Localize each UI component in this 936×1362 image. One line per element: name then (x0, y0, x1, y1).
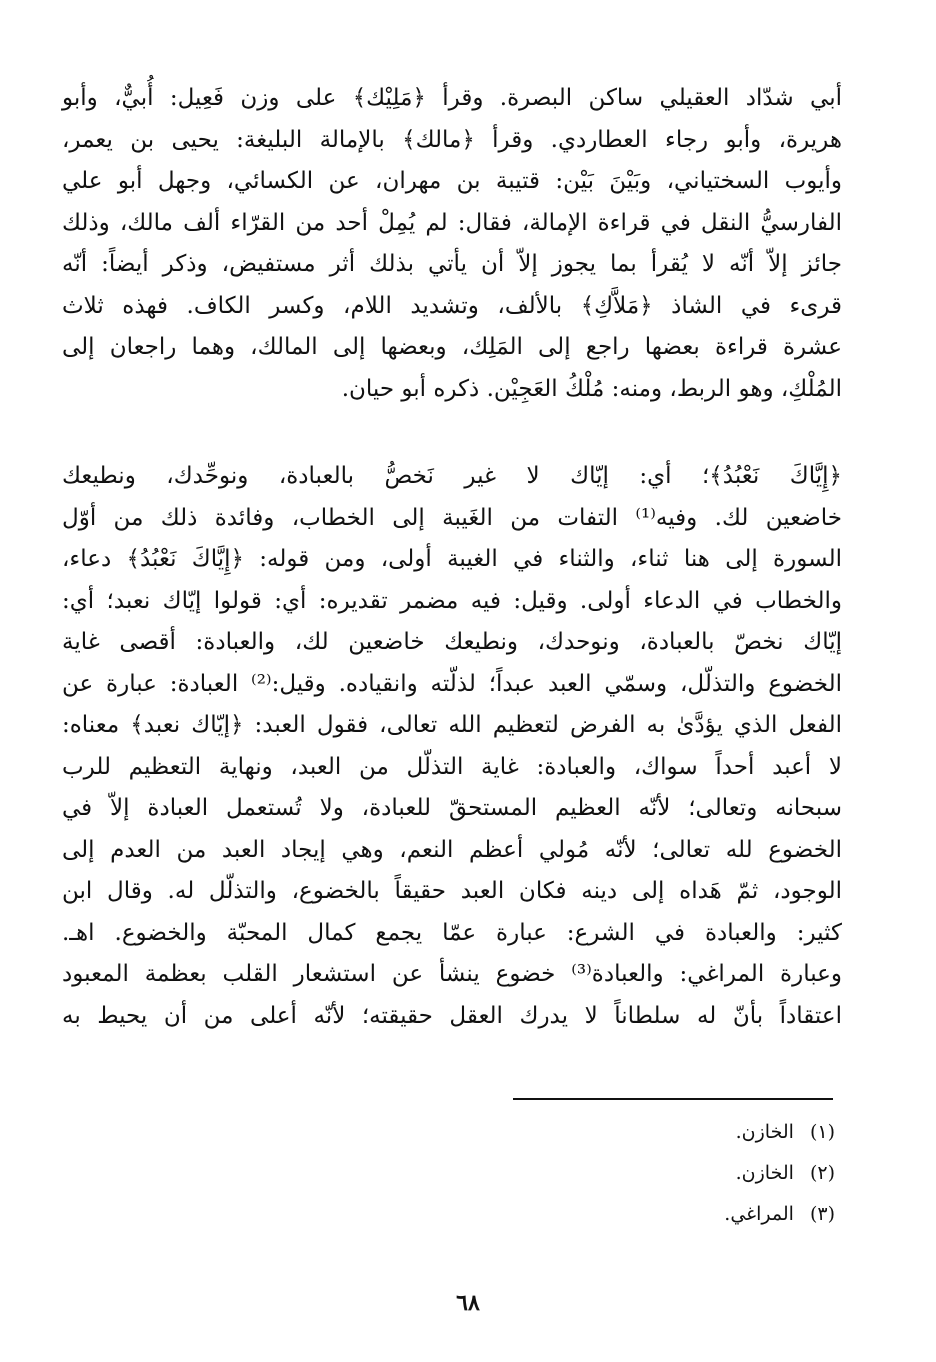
text-line: جائز إلاّ أنّه لا يُقرأ بما يجوز إلاّ أن يأتي بذلك أثر مستفيض، وذكر أيضاً: أنّه (62, 251, 842, 277)
footnote-number: (٢) (809, 1162, 835, 1184)
text-line: الفارسيُّ النقل في قراءة الإمالة، فقال: لم يُمِلْ أحد من القرّاء ألف مالك، وذلك (62, 209, 842, 236)
text-line: المُلْكِ، وهو الربط، ومنه: مُلْكُ العَجِيْن. ذكره أبو حيان. (341, 375, 842, 402)
footnote-number: (٣) (809, 1203, 835, 1225)
page-number: ٦٨ (456, 1290, 480, 1316)
text-line: إيّاك نخصّ بالعبادة، ونوحدك، ونطيعك خاضعين لك، والعبادة: أقصى غاية (62, 629, 842, 655)
footnote-text: الخازن. (735, 1162, 794, 1184)
paragraph-1 (62, 78, 842, 410)
text-line: ﴿إِيَّاكَ نَعْبُدُ﴾؛ أي: إيّاك لا غير نَخصُّ بالعبادة، ونوحِّدك، ونطيعك (62, 463, 842, 489)
text-line: اعتقاداً بأنّ له سلطاناً لا يدرك العقل حقيقته؛ لأنّه أعلى من أن يحيط به (62, 1002, 842, 1029)
text-line: الفعل الذي يؤدَّىٰ به الفرض لتعظيم الله تعالى، فقول العبد: ﴿إيّاك نعبد﴾ معناه: (62, 712, 842, 738)
footnote-text: المراغي. (724, 1203, 794, 1225)
footnote-number: (١) (809, 1121, 835, 1143)
footnote-item (500, 1112, 835, 1153)
text-line: خاضعين لك. وفيه⁽¹⁾ التفات من الغَيبة إلى الخطاب، وفائدة ذلك من أوّل (62, 504, 842, 531)
text-line: والخطاب في الدعاء أولى. وقيل: فيه مضمر تقديره: أي: قولوا إيّاك نعبد؛ أي: (62, 587, 842, 614)
text-line: قرىء في الشاذ ﴿مَلاَّكِ﴾ بالألف، وتشديد اللام، وكسر الكاف. فهذه ثلاث (62, 292, 842, 319)
footnotes (500, 1112, 835, 1235)
text-line: وأيوب السختياني، وبَيْنَ بَيْن: قتيبة بن مهران، عن الكسائي، وجهل أبو علي (62, 168, 842, 194)
text-line: وعبارة المراغي: والعبادة⁽³⁾ خضوع ينشأ عن استشعار القلب بعظمة المعبود (62, 961, 842, 987)
text-line: أبي شدّاد العقيلي ساكن البصرة. وقرأ ﴿مَلِيْك﴾ على وزن فَعِيل: أُبيٌّ، وأبو (62, 85, 842, 111)
footnote-item (500, 1194, 835, 1235)
text-line: كثير: والعبادة في الشرع: عبارة عمّا يجمع كمال المحبّة والخضوع. اهـ. (62, 919, 842, 946)
text-line: الخضوع لله تعالى؛ لأنّه مُولي أعظم النعم، وهي إيجاد العبد من العدم إلى (62, 836, 842, 863)
text-line: الوجود، ثمّ هَداه إلى دينه فكان العبد حقيقاً بالخضوع، والتذلّل له. وقال ابن (62, 878, 842, 904)
footnote-divider (513, 1098, 833, 1100)
text-line: هريرة، وأبو رجاء العطاردي. وقرأ ﴿مالك﴾ بالإمالة البليغة: يحيى بن يعمر، (62, 126, 842, 153)
text-line: لا أعبد أحداً سواك، والعبادة: غاية التذلّل من العبد، ونهاية التعظيم للرب (62, 753, 842, 780)
paragraph-2 (62, 456, 842, 1037)
text-line: سبحانه وتعالى؛ لأنّه العظيم المستحقّ للعبادة، ولا تُستعمل العبادة إلاّ في (62, 795, 842, 821)
footnote-text: الخازن. (735, 1121, 794, 1143)
text-line: الخضوع والتذلّل، وسمّي العبد عبداً؛ لذلّته وانقياده. وقيل:⁽²⁾ العبادة: عبارة عن (62, 670, 842, 697)
text-line: السورة إلى هنا ثناء، والثناء في الغيبة أولى، ومن قوله: ﴿إِيَّاكَ نَعْبُدُ﴾ دعاء، (62, 546, 842, 572)
text-line: عشرة قراءة بعضها راجع إلى المَلِك، وبعضها إلى المالك، وهما راجعان إلى (62, 334, 842, 360)
footnote-item (500, 1153, 835, 1194)
